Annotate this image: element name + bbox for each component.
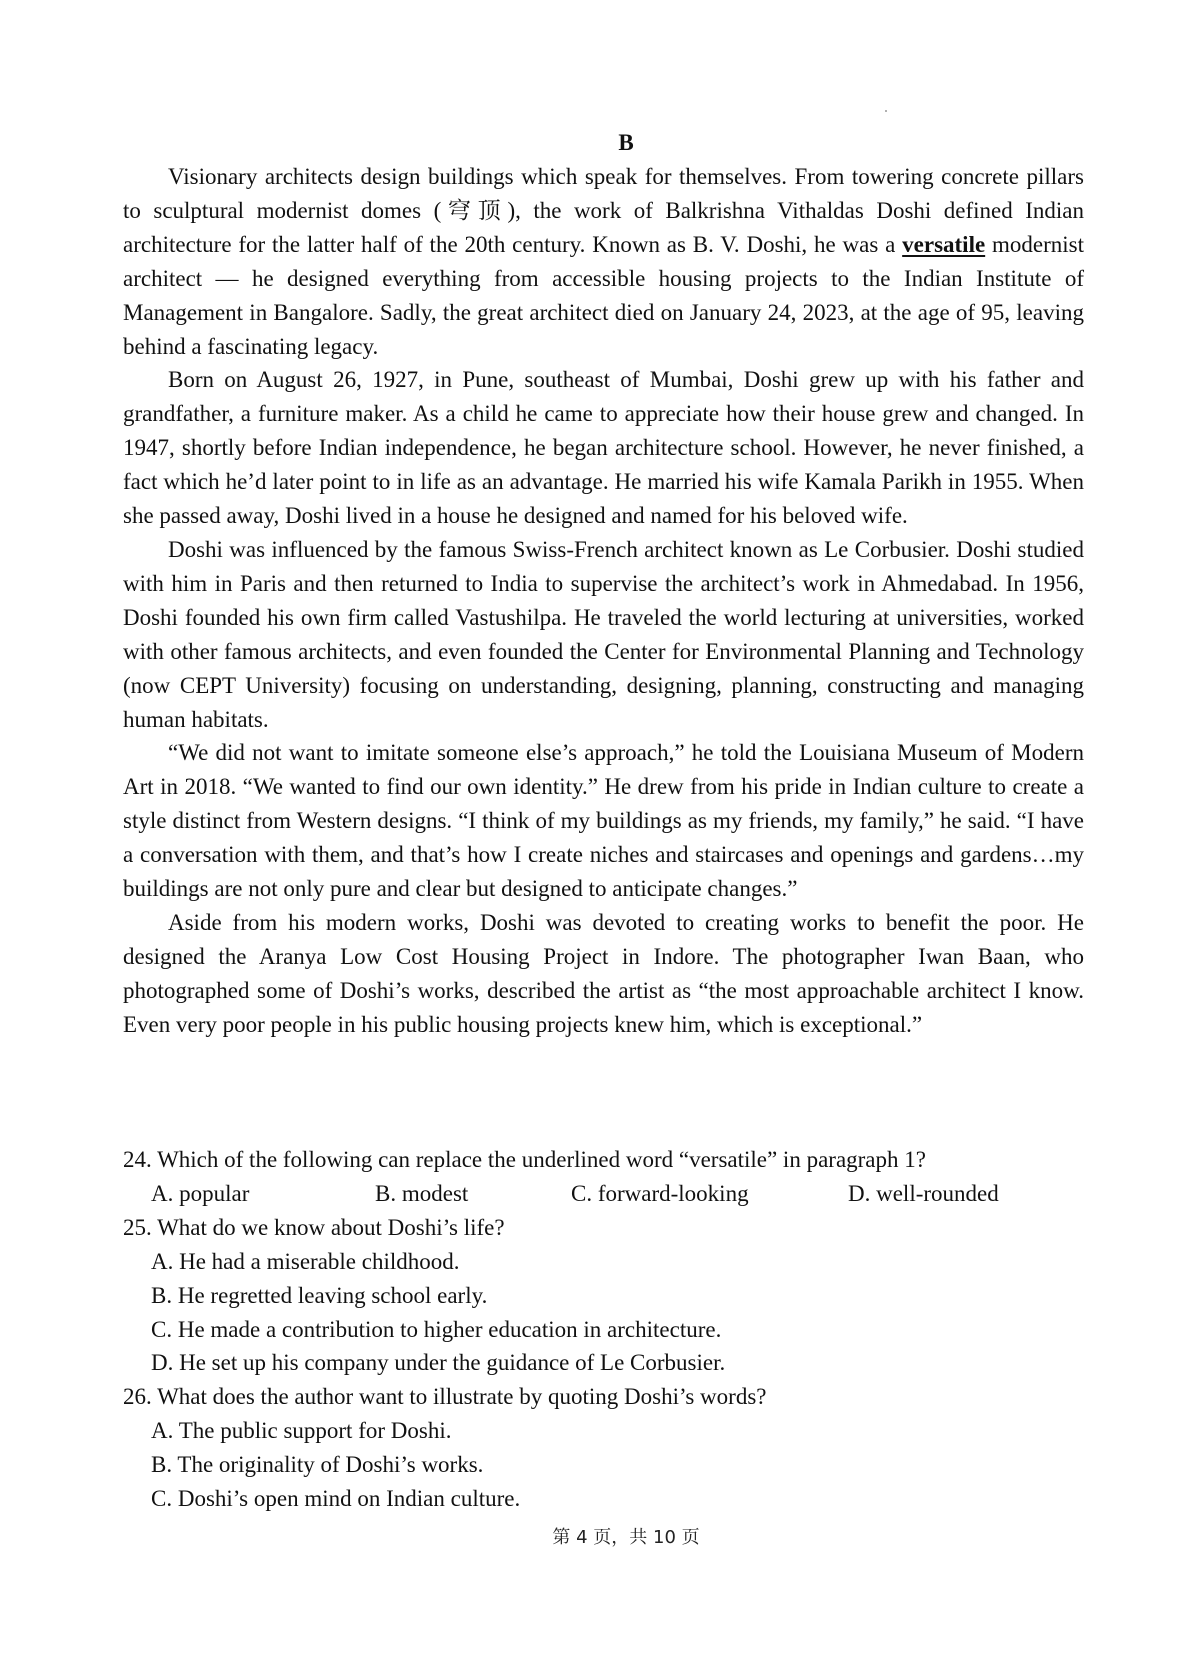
question-25-option-b: B. He regretted leaving school early. (151, 1282, 488, 1308)
question-25 (123, 1211, 1084, 1381)
question-25-option-a: A. He had a miserable childhood. (151, 1248, 460, 1274)
question-24-option-c: C. forward-looking (571, 1180, 749, 1206)
paragraph-1-start: Visionary architects design buildings which speak for themselves. From towering concrete pillars to sculptural modernist domes (穹顶), the work of Balkrishna Vithaldas Doshi defined Indian architecture for the latter half of the 20th century. Known as B. V. Doshi, he was a (123, 164, 1084, 257)
question-26-option-b: B. The originality of Doshi’s works. (151, 1452, 484, 1478)
question-24-stem: 24. Which of the following can replace the underlined word “versatile” in paragraph 1? (123, 1147, 926, 1172)
question-26-option-c: C. Doshi’s open mind on Indian culture. (151, 1486, 521, 1512)
question-24 (123, 1143, 1084, 1211)
question-24-options (123, 1177, 1084, 1211)
paragraph-2: Born on August 26, 1927, in Pune, southeast of Mumbai, Doshi grew up with his father and grandfather, a furniture maker. As a child he came to appreciate how their house grew and changed. In 1947, shortly before Indian independence, he began architecture school. However, he never finished, a fact which he’d later point to in life as an advantage. He married his wife Kamala Parikh in 1955. When she passed away, Doshi lived in a house he designed and named for his beloved wife. (123, 367, 1084, 529)
question-26-stem: 26. What does the author want to illustrate by quoting Doshi’s words? (123, 1384, 767, 1410)
scan-speck (885, 110, 887, 112)
paragraph-1 (123, 160, 1084, 363)
paragraph-4: “We did not want to imitate someone else’s approach,” he told the Louisiana Museum of Modern Art in 2018. “We wanted to find our own identity.” He drew from his pride in Indian culture to create a style distinct from Western designs. “I think of my buildings as my friends, my family,” he said. “I have a conversation with them, and that’s how I create niches and staircases and openings and gardens…my buildings are not only pure and clear but designed to anticipate changes.” (123, 740, 1084, 902)
question-24-option-b: B. modest (375, 1180, 469, 1206)
question-24-option-a: A. popular (151, 1180, 250, 1206)
paragraph-3: Doshi was influenced by the famous Swiss-French architect known as Le Corbusier. Doshi studied with him in Paris and then returned to India to supervise the architect’s work in Ahmedabad. In 1956, Doshi founded his own firm called Vastushilpa. He traveled the world lecturing at universities, worked with other famous architects, and even founded the Center for Environmental Planning and Technology (now CEPT University) focusing on understanding, designing, planning, constructing and managing human habitats. (123, 536, 1084, 732)
question-24-option-d: D. well-rounded (848, 1180, 999, 1206)
question-26 (123, 1380, 1084, 1516)
question-26-option-a: A. The public support for Doshi. (151, 1418, 452, 1444)
question-25-option-d: D. He set up his company under the guidance of Le Corbusier. (151, 1350, 726, 1376)
section-title: B (618, 130, 634, 155)
page-footer: 第 4 页，共 10 页 (552, 1527, 700, 1548)
question-25-stem: 25. What do we know about Doshi’s life? (123, 1214, 505, 1240)
paragraph-1-end: modernist architect — he designed everything from accessible housing projects to the Indian Institute of Management in Bangalore. Sadly, the great architect died on January 24, 2023, at the age of 95, leaving behind a fascinating legacy. (123, 231, 1084, 359)
questions-block (123, 1143, 1084, 1516)
paragraph-5: Aside from his modern works, Doshi was devoted to creating works to benefit the poor. He designed the Aranya Low Cost Housing Project in Indore. The photographer Iwan Baan, who photographed some of Doshi’s works, described the artist as “the most approachable architect I know. Even very poor people in his public housing projects knew him, which is exceptional.” (123, 909, 1084, 1037)
question-25-option-c: C. He made a contribution to higher education in architecture. (151, 1316, 722, 1342)
reading-passage (123, 160, 1084, 1042)
underlined-word: versatile (902, 231, 986, 257)
